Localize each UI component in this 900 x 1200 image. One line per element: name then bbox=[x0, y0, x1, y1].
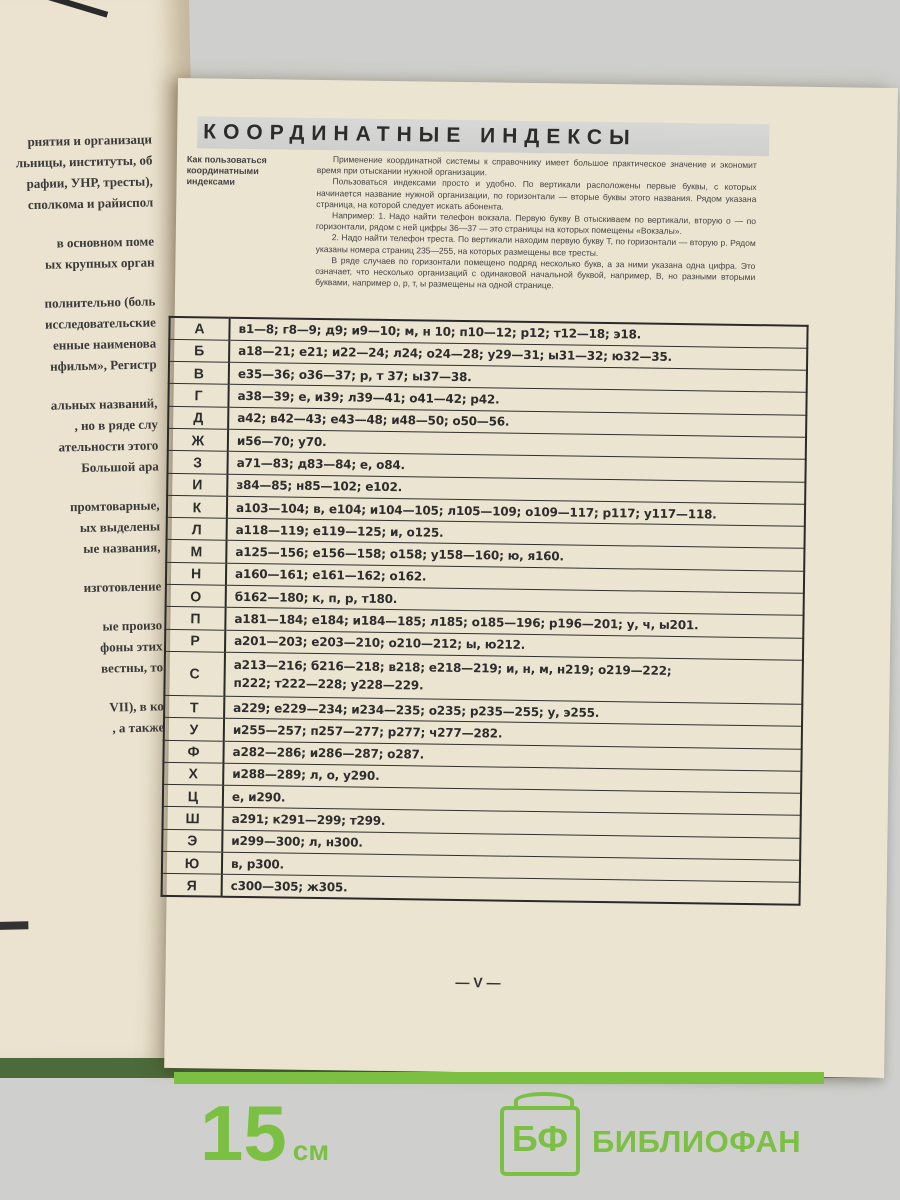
previous-page-line: вестны, то bbox=[100, 659, 164, 676]
index-range-line: в, р300. bbox=[230, 856, 285, 872]
page-number: — V — bbox=[455, 973, 501, 991]
previous-page-text bbox=[0, 129, 164, 741]
watermark-size-value: 15 bbox=[200, 1089, 287, 1177]
intro-paragraph: Пользоваться индексами просто и удобно. По вертикали расположены первые буквы, с которых начинается название нужной организации, по горизонтали — вторые буквы этого названия. Рядом указана страница, на которой следует искать абонента. bbox=[316, 176, 757, 212]
intro-paragraph: Например: 1. Надо найти телефон вокзала. Первую букву В отыскиваем по вертикали, вторую о — по горизонтали, рядом с ней цифры 36—37 — это страницы на которых помещены «Вокзалы». bbox=[315, 210, 757, 237]
previous-page-line: полнительно (боль bbox=[44, 293, 156, 311]
previous-page-line: альных названий, bbox=[50, 395, 158, 413]
watermark-brand: БИБЛИОФАН bbox=[592, 1124, 802, 1159]
previous-page-line: льницы, институты, об bbox=[15, 152, 153, 171]
binding-bar bbox=[30, 0, 108, 18]
index-first-letter: О bbox=[166, 584, 226, 607]
intro-paragraph: В ряде случаев по горизонтали помещено подряд несколько букв, а за ними указана одна цифра. Это означает, что несколько организаций с одинаковой начальной буквой, например, В, но разными вторыми буквами, например о, р, т, ы размещены на одной странице. bbox=[315, 254, 756, 291]
index-range-line: а181—184; е184; и184—185; л185; о185—196; р196—201; у, ч, ы201. bbox=[234, 611, 699, 633]
previous-page-line: нфильм», Регистр bbox=[50, 356, 157, 374]
index-range-line: а42; в42—43; е43—48; и48—50; о50—56. bbox=[237, 411, 510, 429]
index-first-letter: Ц bbox=[163, 785, 223, 808]
index-range-line: п222; т222—228; у228—229. bbox=[233, 676, 424, 693]
previous-page-line: рнятия и организаци bbox=[27, 131, 153, 150]
previous-page-line: ые названия, bbox=[83, 539, 161, 557]
book-logo-icon: БФ bbox=[500, 1106, 580, 1176]
index-range-line: и255—257; п257—277; р277; ч277—282. bbox=[232, 722, 503, 741]
previous-page-line: ательности этого bbox=[58, 437, 159, 455]
index-first-letter: П bbox=[165, 607, 225, 630]
intro-text bbox=[315, 154, 757, 295]
previous-page-line: изготовление bbox=[83, 578, 162, 596]
index-page bbox=[164, 78, 898, 1078]
index-first-letter: Ф bbox=[163, 740, 223, 763]
index-range-line: е, и290. bbox=[231, 789, 286, 805]
index-first-letter: Х bbox=[163, 762, 223, 785]
index-range-line: а229; е229—234; и234—235; о235; р235—255; у, э255. bbox=[233, 700, 600, 720]
index-range-line: а71—83; д83—84; е, о84. bbox=[236, 455, 406, 473]
index-range-line: а160—161; е161—162; о162. bbox=[234, 567, 427, 584]
previous-page-line: VII), в ко bbox=[109, 698, 164, 715]
index-first-letter: В bbox=[169, 361, 229, 384]
index-range-line: а38—39; е, и39; л39—41; о41—42; р42. bbox=[237, 388, 500, 407]
previous-page-line: в основном поме bbox=[56, 233, 155, 251]
index-first-letter: Г bbox=[168, 384, 228, 407]
index-first-letter: Л bbox=[167, 518, 227, 541]
intro-paragraph: Применение координатной системы к справочнику имеет большое практическое значение и экономит время при отыскании нужной организации. bbox=[316, 154, 757, 178]
previous-page-line: промтоварные, bbox=[69, 497, 160, 515]
index-first-letter: С bbox=[164, 651, 225, 696]
index-first-letter: У bbox=[164, 718, 224, 741]
index-first-letter: М bbox=[166, 540, 226, 563]
side-heading: Как пользоваться координатными индексами bbox=[186, 154, 267, 187]
page-title: КООРДИНАТНЫЕ ИНДЕКСЫ bbox=[197, 116, 769, 156]
page-edge-mark bbox=[0, 921, 28, 930]
index-range-line: з84—85; н85—102; е102. bbox=[236, 478, 403, 495]
index-range-line: в1—8; г8—9; д9; и9—10; м, н 10; п10—12; р12; т12—18; э18. bbox=[238, 322, 642, 342]
index-first-letter: А bbox=[169, 317, 229, 340]
index-range-line: а103—104; в, е104; и104—105; л105—109; о109—117; р117; у117—118. bbox=[235, 500, 717, 522]
index-range-line: а282—286; и286—287; о287. bbox=[232, 745, 425, 762]
index-first-letter: Ж bbox=[168, 428, 228, 451]
previous-page-line: , но в ряде слу bbox=[74, 416, 159, 434]
coordinate-index-table bbox=[161, 316, 809, 906]
index-range-line: а125—156; е156—158; о158; у158—160; ю, я160. bbox=[235, 544, 564, 564]
previous-page-line: ые произо bbox=[102, 617, 163, 634]
watermark-size bbox=[200, 1088, 329, 1196]
index-first-letter: Я bbox=[162, 874, 222, 897]
index-first-letter: Н bbox=[166, 562, 226, 585]
index-range-line: а213—216; б216—218; в218; е218—219; и, н, м, н219; о219—222; bbox=[233, 658, 672, 679]
index-range-line: и288—289; л, о, у290. bbox=[232, 767, 380, 784]
index-first-letter: Ю bbox=[162, 851, 222, 874]
index-range-line: и299—300; л, н300. bbox=[231, 834, 363, 851]
index-first-letter: Б bbox=[169, 339, 229, 362]
index-first-letter: З bbox=[167, 451, 227, 474]
index-first-letter: Э bbox=[162, 829, 222, 852]
index-range-line: а201—203; е203—210; о210—212; ы, ю212. bbox=[234, 634, 526, 653]
intro-paragraph: 2. Надо найти телефон треста. По вертикали находим первую букву Т, по горизонтали — вторую р. Рядом указаны номера страниц 235—255, на которых размещены все тресты. bbox=[315, 232, 756, 258]
index-first-letter: Т bbox=[164, 695, 224, 718]
previous-page-line: , а также bbox=[112, 719, 165, 736]
index-range-line: а18—21; е21; и22—24; л24; о24—28; у29—31; ы31—32; ю32—35. bbox=[238, 344, 673, 365]
index-range-line: и56—70; у70. bbox=[236, 433, 327, 449]
previous-page-line: ых выделены bbox=[79, 518, 161, 536]
previous-page-line: сполкома и райиспол bbox=[27, 194, 154, 213]
index-first-letter: Д bbox=[168, 406, 228, 429]
index-range-line: а291; к291—299; т299. bbox=[231, 811, 386, 829]
index-first-letter: К bbox=[167, 495, 227, 518]
index-range-line: е35—36; о36—37; р, т 37; ы37—38. bbox=[237, 366, 472, 384]
index-first-letter: Ш bbox=[163, 807, 223, 830]
watermark-ruler-bar bbox=[174, 1072, 824, 1084]
index-range-line: б162—180; к, п, р, т180. bbox=[234, 589, 398, 606]
index-range-line: а118—119; е119—125; и, о125. bbox=[235, 522, 444, 540]
index-range-line: с300—305; ж305. bbox=[230, 878, 348, 895]
previous-page-line: исследовательские bbox=[44, 314, 156, 332]
previous-page-line: Большой ара bbox=[81, 458, 159, 476]
previous-page-line: рафии, УНР, тресты), bbox=[26, 173, 153, 192]
watermark-size-unit: см bbox=[292, 1135, 330, 1166]
previous-page-line: ых крупных орган bbox=[44, 254, 155, 272]
previous-page-line: енные наименова bbox=[52, 335, 157, 353]
index-first-letter: И bbox=[167, 473, 227, 496]
index-first-letter: Р bbox=[165, 629, 225, 652]
previous-page-line: фоны этих bbox=[100, 638, 163, 655]
